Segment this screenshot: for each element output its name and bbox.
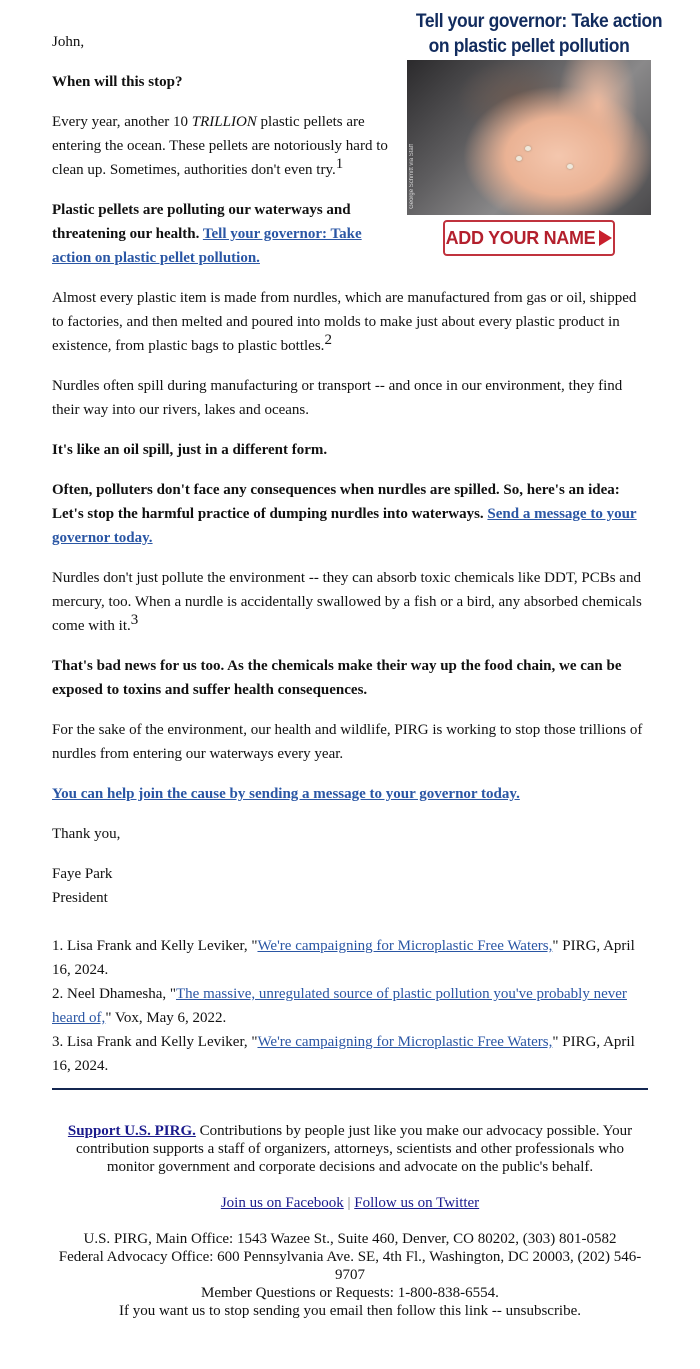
add-your-name-button[interactable] [443,220,615,256]
join-cause-link[interactable]: You can help join the cause by sending a message to your governor today. [52,786,520,802]
unsubscribe-text[interactable]: If you want us to stop sending you email then follow this link -- unsubscribe. [118,1303,582,1319]
paragraph-7: Nurdles don't just pollute the environment -- they can absorb toxic chemicals like DDT, PCBs and mercury, too. When a nurdle is accidentally swallowed by a fish or a bird, any absorbed chemicals come with it.$^3$ [52,570,642,634]
reference-item: 1. Lisa Frank and Kelly Leviker, "We're campaigning for Microplastic Free Waters," PIRG, April 16, 2024. [52,938,635,978]
photo-credit: George Schmitt via Staff [409,144,415,209]
support-paragraph: Support U.S. PIRG. Contributions by people just like you make our advocacy possible. Your contribution supports a staff of organizers, attorneys, scientists and other professionals who monitor government and corporate decisions and advocate on the public's behalf. [67,1123,633,1175]
footnote-marker-1: 1 [335,156,344,172]
twitter-link[interactable]: Follow us on Twitter [354,1195,480,1211]
reference-link-3[interactable]: We're campaigning for Microplastic Free Waters, [257,1034,553,1050]
promo-title-line-1: Tell your governor: Take action [415,11,663,32]
cta-label: ADD YOUR NAME [445,228,596,248]
reference-item: 3. Lisa Frank and Kelly Leviker, "We're campaigning for Microplastic Free Waters," PIRG, April 16, 2024. [52,1034,635,1074]
closing: Thank you, [52,826,121,842]
reference-link-2[interactable]: The massive, unregulated source of plastic pollution you've probably never heard of, [52,986,627,1026]
link-separator: | [347,1195,351,1211]
promo-title-line-2: on plastic pellet pollution [428,36,630,57]
reference-item: 2. Neel Dhamesha, "The massive, unregulated source of plastic pollution you've probably never heard of," Vox, May 6, 2022. [52,986,627,1026]
signer-name: Faye Park [52,866,113,882]
play-triangle-icon [599,230,612,246]
paragraph-5: It's like an oil spill, just in a different form. [52,442,328,458]
signer-title: President [52,890,108,906]
paragraph-6: Often, polluters don't face any consequences when nurdles are spilled. So, here's an idea: Let's stop the harmful practice of dumping nurdles into waterways. Send a message to your governor today. [52,482,637,546]
headline: When will this stop? [52,74,183,90]
paragraph-2: Plastic pellets are polluting our waterways and threatening our health. Tell your governor: Take action on plastic pellet pollution. [52,202,362,266]
emphasis-trillion: TRILLION [191,114,257,130]
social-links [52,1194,648,1212]
pellet-shape [525,146,531,151]
paragraph-9: For the sake of the environment, our health and wildlife, PIRG is working to stop those trillions of nurdles from entering our waterways every year. [52,722,643,762]
footnote-marker-3: 3 [130,612,139,628]
main-office-address: U.S. PIRG, Main Office: 1543 Wazee St., Suite 460, Denver, CO 80202, (303) 801-0582 [83,1231,617,1247]
paragraph-10 [52,782,648,806]
paragraph-3: Almost every plastic item is made from nurdles, which are manufactured from gas or oil, shipped to factories, and then melted and poured into molds to make just about every plastic product in existence, from plastic bags to plastic bottles.$^2$ [52,290,637,354]
facebook-link[interactable]: Join us on Facebook [220,1195,344,1211]
federal-office-address: Federal Advocacy Office: 600 Pennsylvania Ave. SE, 4th Fl., Washington, DC 20003, (202) 546-9707 [58,1249,642,1283]
pellet-shape [567,164,573,169]
paragraph-4: Nurdles often spill during manufacturing or transport -- and once in our environment, they find their way into our rivers, lakes and oceans. [52,378,623,418]
tell-governor-link[interactable]: Tell your governor: Take action on plastic pellet pollution. [52,226,362,266]
reference-link-1[interactable]: We're campaigning for Microplastic Free Waters, [257,938,553,954]
paragraph-1: Every year, another 10 TRILLION plastic pellets are entering the ocean. These pellets are notoriously hard to clean up. Sometimes, authorities don't even try.$^1$ [52,114,388,178]
footnote-marker-2: 2 [324,332,332,348]
support-pirg-link[interactable]: Support U.S. PIRG. [67,1123,196,1139]
email-body [52,0,663,1320]
paragraph-8: That's bad news for us too. As the chemicals make their way up the food chain, we can be exposed to toxins and suffer health consequences. [52,658,622,698]
references-list [52,934,648,1084]
pellet-shape [516,156,522,161]
member-questions: Member Questions or Requests: 1-800-838-6554. [201,1285,499,1301]
greeting: John, [52,34,85,50]
send-message-link[interactable]: Send a message to your governor today. [52,506,637,546]
footer [52,1090,648,1320]
hand-with-pellets-photo[interactable] [407,60,651,215]
promo-banner[interactable] [406,10,663,256]
